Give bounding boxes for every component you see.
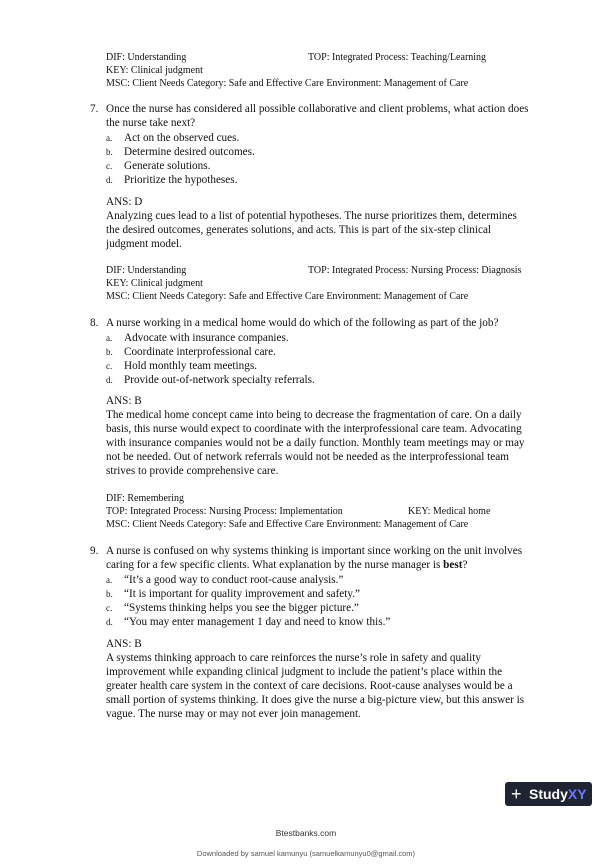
q8-rationale-line3: with insurance companies would not be a daily function. Monthly team meetings may or may — [106, 437, 525, 449]
q9-number: 9. — [90, 545, 99, 557]
q7-number: 7. — [90, 103, 99, 115]
q8-answer: ANS: B — [106, 395, 142, 407]
q8-option-d: Provide out-of-network specialty referrals. — [124, 374, 315, 386]
q7-option-c: Generate solutions. — [124, 160, 211, 172]
q9-answer: ANS: B — [106, 638, 142, 650]
q8-stem-line1: A nurse working in a medical home would do which of the following as part of the job? — [106, 317, 499, 329]
q9-option-c-letter: c. — [106, 603, 113, 613]
q6-dif: DIF: Understanding — [106, 52, 187, 63]
q7-stem-line2: the nurse take next? — [106, 117, 196, 129]
q7-option-c-letter: c. — [106, 161, 113, 171]
q9-option-b: “It is important for quality improvement and safety.” — [124, 588, 361, 600]
q9-rationale-line1: A systems thinking approach to care reinforces the nurse’s role in safety and quality — [106, 652, 481, 664]
q9-rationale-line4: small portion of systems thinking. It does give the nurse a big-picture view, but this answer is — [106, 694, 525, 706]
q6-key: KEY: Clinical judgment — [106, 65, 203, 76]
q8-msc: MSC: Client Needs Category: Safe and Effective Care Environment: Management of Care — [106, 519, 469, 530]
q7-rationale-line2: the desired outcomes, generates solutions, and acts. This is part of the six-step clinical — [106, 224, 492, 236]
q8-option-d-letter: d. — [106, 375, 113, 385]
q9-option-b-letter: b. — [106, 589, 113, 599]
q8-rationale-line5: strives to provide comprehensive care. — [106, 465, 279, 477]
q7-answer: ANS: D — [106, 196, 143, 208]
q7-option-d: Prioritize the hypotheses. — [124, 174, 238, 186]
q6-msc: MSC: Client Needs Category: Safe and Effective Care Environment: Management of Care — [106, 78, 469, 89]
q9-rationale-line3: greater health care system in the context of care decisions. Root-cause analyses would be a — [106, 680, 513, 692]
q8-number: 8. — [90, 317, 99, 329]
q9-rationale-line2: improvement while expanding clinical judgment to include the patient’s place within the — [106, 666, 503, 678]
q7-option-a-letter: a. — [106, 133, 113, 143]
q7-msc: MSC: Client Needs Category: Safe and Effective Care Environment: Management of Care — [106, 291, 469, 302]
q7-option-b: Determine desired outcomes. — [124, 146, 255, 158]
q8-rationale-line1: The medical home concept came into being to decrease the fragmentation of care. On a daily — [106, 409, 522, 421]
q7-option-b-letter: b. — [106, 147, 113, 157]
q9-stem-line2: caring for a few specific clients. What explanation by the nurse manager is best? — [106, 559, 468, 571]
q8-option-b: Coordinate interprofessional care. — [124, 346, 276, 358]
q9-option-c: “Systems thinking helps you see the bigger picture.” — [124, 602, 359, 614]
q8-option-c-letter: c. — [106, 361, 113, 371]
q7-top: TOP: Integrated Process: Nursing Process: Diagnosis — [308, 265, 522, 276]
q9-option-a-letter: a. — [106, 575, 113, 585]
plus-icon: + — [511, 784, 522, 804]
q6-top: TOP: Integrated Process: Teaching/Learning — [308, 52, 487, 63]
q8-option-b-letter: b. — [106, 347, 113, 357]
q9-option-d: “You may enter management 1 day and need to know this.” — [124, 616, 391, 628]
q7-option-a: Act on the observed cues. — [124, 132, 240, 144]
q9-stem-line1: A nurse is confused on why systems thinking is important since working on the unit involves — [106, 545, 523, 557]
q7-key: KEY: Clinical judgment — [106, 278, 203, 289]
q8-option-c: Hold monthly team meetings. — [124, 360, 257, 372]
q8-option-a: Advocate with insurance companies. — [124, 332, 289, 344]
footer-site[interactable]: Btestbanks.com — [275, 828, 337, 838]
studyxy-logo-badge[interactable] — [505, 782, 592, 806]
q7-option-d-letter: d. — [106, 175, 113, 185]
q9-option-a: “It’s a good way to conduct root-cause analysis.” — [124, 574, 344, 586]
q9-rationale-line5: vague. The nurse may or may not ever join management. — [106, 708, 361, 720]
studyxy-logo-text: StudyXY — [529, 786, 587, 802]
q8-rationale-line4: not be needed. Out of network referrals would not be needed as the interprofessional team — [106, 451, 509, 463]
footer-download-note: Downloaded by samuel kamunyu (samuelkamunyu0@gmail.com) — [196, 849, 416, 858]
q7-dif: DIF: Understanding — [106, 265, 187, 276]
q7-rationale-line3: judgment model. — [106, 238, 182, 250]
q7-stem-line1: Once the nurse has considered all possible collaborative and client problems, what action does — [106, 103, 529, 115]
q7-rationale-line1: Analyzing cues lead to a list of potential hypotheses. The nurse prioritizes them, determines — [106, 210, 517, 222]
q8-rationale-line2: basis, this nurse would expect to coordinate with the interprofessional care team. Advocating — [106, 423, 522, 435]
q8-dif: DIF: Remembering — [106, 493, 185, 504]
q8-key: KEY: Medical home — [408, 506, 491, 517]
q8-top: TOP: Integrated Process: Nursing Process: Implementation — [106, 506, 343, 517]
q9-option-d-letter: d. — [106, 617, 113, 627]
q8-option-a-letter: a. — [106, 333, 113, 343]
q9-stem-emphasis: best — [443, 559, 463, 571]
